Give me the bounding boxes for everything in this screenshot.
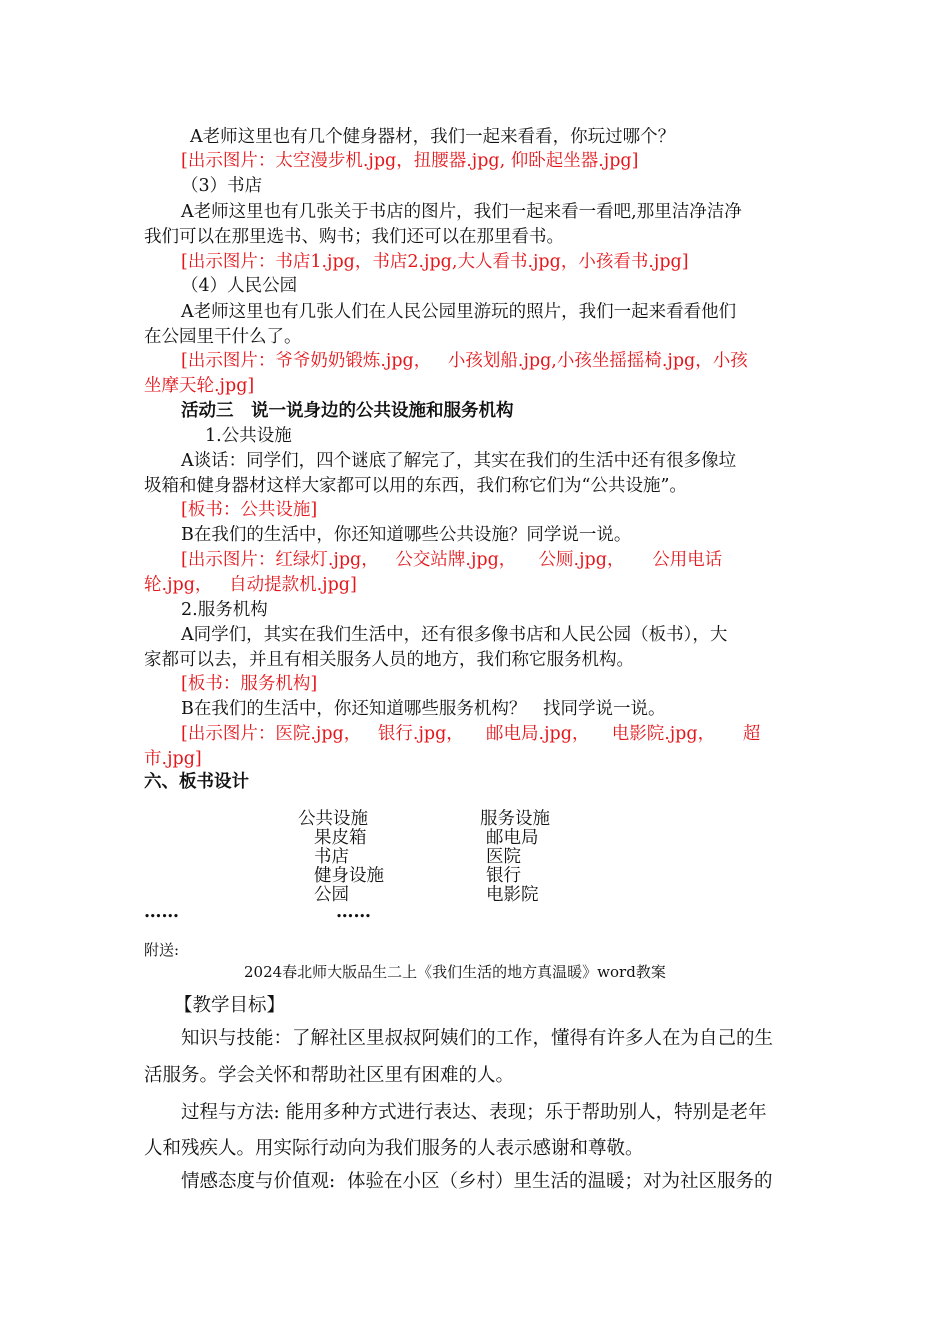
paragraph-line: 过程与方法: 能用多种方式进行表达、表现；乐于帮助别人，特别是老年 — [181, 1102, 767, 1123]
image-cue-line: 轮.jpg， 自动提款机.jpg] — [144, 575, 357, 595]
section-subheading: （3）书店 — [181, 176, 263, 196]
text-line: A谈话：同学们，四个谜底了解完了，其实在我们的生活中还有很多像垃 — [181, 451, 737, 471]
text-line: A同学们，其实在我们生活中，还有很多像书店和人民公园（板书），大 — [181, 625, 728, 645]
goal-heading: 【教学目标】 — [174, 995, 286, 1016]
board-left-item: 果皮箱 — [314, 828, 367, 848]
board-note-line: [板书：服务机构] — [181, 674, 318, 694]
image-cue-line: 坐摩天轮.jpg] — [144, 376, 255, 396]
image-cue-line: [出示图片：爷爷奶奶锻炼.jpg， 小孩划船.jpg,小孩坐摇摇椅.jpg，小孩 — [181, 351, 748, 371]
appendix-label: 附送: — [144, 941, 180, 959]
text-line: 家都可以去，并且有相关服务人员的地方，我们称它服务机构。 — [144, 650, 634, 670]
board-ellipsis: …… — [144, 902, 179, 922]
board-left-item: 书店 — [314, 847, 349, 867]
board-right-item: 邮电局 — [486, 828, 539, 848]
board-note-line: [板书：公共设施] — [181, 500, 318, 520]
paragraph-line: 知识与技能：了解社区里叔叔阿姨们的工作，懂得有许多人在为自己的生 — [181, 1028, 774, 1049]
text-line: A老师这里也有几张关于书店的图片，我们一起来看一看吧,那里洁净洁净 — [181, 202, 742, 222]
text-line: 我们可以在那里选书、购书；我们还可以在那里看书。 — [144, 227, 564, 247]
image-cue-line: [出示图片：医院.jpg， 银行.jpg， 邮电局.jpg， 电影院.jpg， 超 — [181, 724, 761, 744]
board-right-item: 医院 — [486, 847, 521, 867]
text-line: A老师这里也有几个健身器材，我们一起来看看，你玩过哪个？ — [190, 127, 676, 147]
board-right-title: 服务设施 — [480, 809, 550, 829]
image-cue-line: [出示图片：书店1.jpg，书店2.jpg,大人看书.jpg，小孩看书.jpg] — [181, 252, 689, 272]
image-cue-line: [出示图片：太空漫步机.jpg，扭腰器.jpg, 仰卧起坐器.jpg] — [181, 151, 639, 171]
text-line: B在我们的生活中，你还知道哪些公共设施？同学说一说。 — [181, 525, 632, 545]
board-left-item: 公园 — [314, 885, 349, 905]
section-subheading: （4）人民公园 — [181, 276, 298, 296]
text-line: B在我们的生活中，你还知道哪些服务机构？ 找同学说一说。 — [181, 699, 666, 719]
image-cue-line: 市.jpg] — [144, 749, 202, 769]
section-subheading: 2.服务机构 — [181, 600, 268, 620]
text-line: 圾箱和健身器材这样大家都可以用的东西，我们称它们为“公共设施”。 — [144, 476, 687, 496]
image-cue-line: [出示图片：红绿灯.jpg， 公交站牌.jpg， 公厕.jpg， 公用电话 — [181, 550, 723, 570]
paragraph-line: 人和残疾人。用实际行动向为我们服务的人表示感谢和尊敬。 — [144, 1138, 644, 1159]
section-heading: 六、板书设计 — [144, 772, 249, 792]
text-line: 在公园里干什么了。 — [144, 327, 302, 347]
board-left-title: 公共设施 — [298, 809, 368, 829]
board-left-item: 健身设施 — [314, 866, 384, 886]
paragraph-line: 活服务。学会关怀和帮助社区里有困难的人。 — [144, 1065, 515, 1086]
board-right-item: 电影院 — [486, 885, 539, 905]
appendix-title: 2024春北师大版品生二上《我们生活的地方真温暖》word教案 — [244, 963, 666, 981]
section-subheading: 1.公共设施 — [205, 426, 292, 446]
paragraph-line: 情感态度与价值观: 体验在小区（乡村）里生活的温暖；对为社区服务的 — [181, 1171, 773, 1192]
board-ellipsis: …… — [336, 902, 371, 922]
activity-heading: 活动三 说一说身边的公共设施和服务机构 — [181, 401, 514, 421]
board-right-item: 银行 — [486, 866, 521, 886]
text-line: A老师这里也有几张人们在人民公园里游玩的照片，我们一起来看看他们 — [181, 302, 737, 322]
